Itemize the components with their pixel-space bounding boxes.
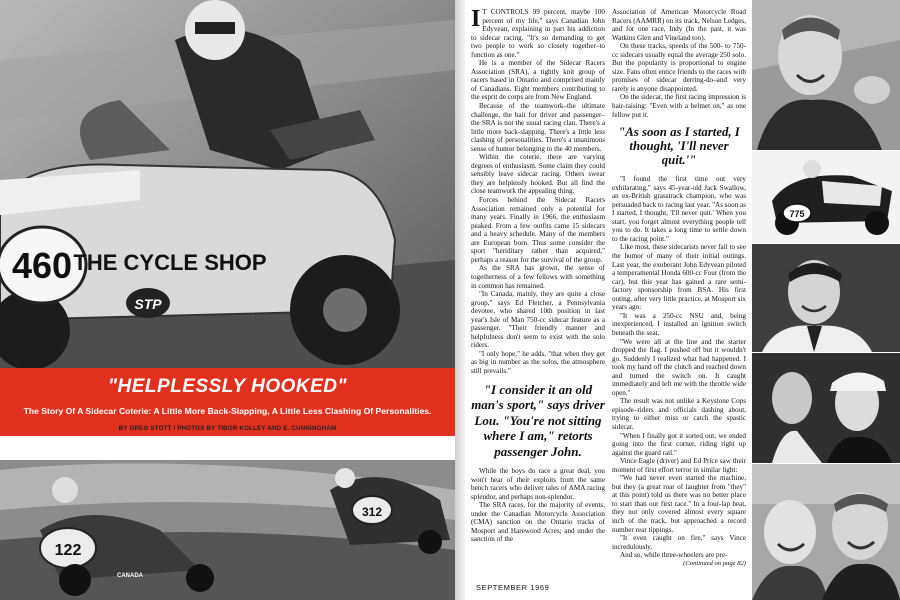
byline: BY GREG STOTT / PHOTOS BY TIBOR KOLLEY AND E. CUNNINGHAM: [118, 425, 337, 432]
sidecar-racing-photo-bottom: [0, 460, 455, 600]
portrait-photo-laughing-man: [752, 0, 900, 150]
page-gutter: [455, 0, 465, 600]
paragraph: "We had never even started the machine, but they (a great roar of laughter from "they" at this point) told us there was no better place to start than our first race." In a four-lap heat, they not only covered almost every square inch of the track, but approached a record number rear tippings.: [612, 474, 746, 534]
paragraph: "When I finally got it sorted out, we ended going into the first corner, riding right up against the guard rail.": [612, 431, 746, 457]
sidecar-outfit-photo: [752, 151, 900, 243]
paragraph: Within the coterie, there are varying degrees of enthusiasm. Some claim they could sensibly leave sidecar racing. Others swear they are helplessly hooked. But all find the close teamwork the appealing thing.: [471, 153, 605, 196]
portrait-photo-two-men-cap: [752, 353, 900, 463]
pull-quote: "I consider it an old man's sport," says driver Lou. "You're not sitting where I am," retorts passenger John.: [471, 381, 605, 459]
number-plate-312: 312: [361, 505, 383, 519]
number-plate-460: 460: [11, 245, 73, 286]
paragraph: T CONTROLS 99 percent, maybe 100 percent of my life," says Canadian John Edyvean, explaining in part his addiction to sidecar racing. "It's so demanding to get two people to work so closely together–to function as one.": [471, 8, 605, 59]
paragraph: Because of the teamwork–the ultimate challenge, the bait for driver and passenger–the SRA is not the usual racing clan. There's a little more back-slapping. There's a little less clashing of personalities. There's a unanimous sense of humor belonging to the 40 members.: [471, 102, 605, 153]
drop-cap: I: [471, 6, 481, 32]
paragraph: "I only hope," he adds, "that when they get as big in number as the solos, the atmosphere still prevails.": [471, 349, 605, 375]
paragraph: Like most, these sidecarists never fail to see the humor of many of their initial outings. Last year, the exuberant John Edyvean piloted a temperamental Honda 600-cc Four (from the car), but this year has gained a rare semi-factory sponsorship from BSA. His first outing, after very little practice, at Mosport six years ago:: [612, 243, 746, 312]
paragraph: On the sidecar, the first racing impression is hair-raising: "Even with a helmet on," as one fellow put it.: [612, 93, 746, 119]
sidecar-racing-photo-top: [0, 0, 455, 368]
continued-note: (Continued on page 82): [683, 559, 746, 567]
paragraph: And so, while three-wheelers are pre-: [620, 551, 728, 560]
portrait-photo-smiling-man: [752, 244, 900, 352]
paragraph: Forces behind the Sidecar Racers Association remained only a potential for many years. Finally in 1966, the enthusiasm peaked. From a few outfits came 15 sidecars and a heavy schedule. Many of the members are European born. Thus some consider the sport "heriditary rather than acquired," perhaps a reason for the survival of the group.: [471, 196, 605, 264]
paragraph: "It was a 250-cc NSU and, being inexperienced, I installed an ignition switch beneath the seat.: [612, 311, 746, 337]
number-plate-775: 775: [789, 209, 805, 219]
number-plate-122: 122: [54, 542, 82, 559]
paragraph: "I found the first time out very exhilarating," says 45-year-old Jack Swallow, an ex-British grasstrack champion, who was persuaded back to racing last year. "As soon as I started, I thought, 'I'll never quit.' When you start, you forget almost everything people tell you to do. It takes a long time to settle down to the racing point.": [612, 175, 746, 243]
paragraph: "We were all at the line and the starter dropped the flag. I pushed off but it wouldn't go. Suddenly I realized what had happened. I took my hand off the clutch and reached down and turned the switch on. It caught immediately and left me with the throttle wide open.": [612, 337, 746, 397]
paragraph: The SRA races, for the majority of events, under the Canadian Motorcycle Association (CMA) sanction on the Ontario tracks of Mosport and Harewood Acres; and under the sanction of the: [471, 501, 605, 544]
article-title: "HELPLESSLY HOOKED": [107, 376, 347, 397]
paragraph: As the SRA has grown, the sense of togetherness of a few fellows with something in common has remained.: [471, 264, 605, 290]
paragraph: Vince Eagle (driver) and Ed Price saw their moment of first effort terror in similar light:: [612, 457, 746, 474]
paragraph: The result was not unlike a Keystone Cops episode–riders and officials dashing about, trying to either miss or catch the spastic sidecar.: [612, 397, 746, 431]
pull-quote: "As soon as I started, I thought, 'I'll never quit.'": [618, 125, 740, 168]
paragraph: "It even caught on fire," says Vince incredulously.: [612, 534, 746, 551]
article-column-2: [612, 8, 746, 568]
page-folio: SEPTEMBER 1969: [476, 583, 550, 592]
article-column-1: [471, 8, 605, 544]
paragraph: While the boys do race a great deal, you won't hear of their exploits from the same bench racers who deliver tales of AMA racing splendor, and perhaps non-splendor.: [471, 467, 605, 501]
stp-decal: STP: [134, 296, 162, 312]
paragraph: "In Canada, mainly, they are quite a close group," says Ed Fletcher, a Pennsylvania devotee, who shared 10th position in last year's Isle of Man 750-cc sidecar feature as a passenger. "Their friendly manner and helpfulness don't seem to exist with the solo riders.: [471, 290, 605, 350]
paragraph: He is a member of the Sidecar Racers Association (SRA), a tightly knit group of racers based in Ontario and comprised mainly of Canadians. Eight members contributing to the esprit de corps are from New England.: [471, 59, 605, 102]
paragraph: On these tracks, speeds of the 500- to 750-cc sidecars usually equal the average 250 solo. But the popularity is proportional to engine size. Fans often entice friends to the races with promises of sidecar derring-do–and very rarely is anyone disappointed.: [612, 42, 746, 93]
fairing-lettering: THE CYCLE SHOP: [73, 250, 267, 275]
paragraph: Association of American Motorcycle Road Racers (AAMRR) on its track, Nelson Ledges, and for one race, Indy (In the past, it was Watkins Glen and Vineland too).: [612, 8, 746, 42]
fairing-canada: CANADA: [117, 573, 143, 579]
portrait-photo-two-men-laughing: [752, 464, 900, 600]
article-subtitle: The Story Of A Sidecar Coterie: A Little More Back-Slapping, A Little Less Clashing Of Personalities.: [23, 406, 432, 416]
